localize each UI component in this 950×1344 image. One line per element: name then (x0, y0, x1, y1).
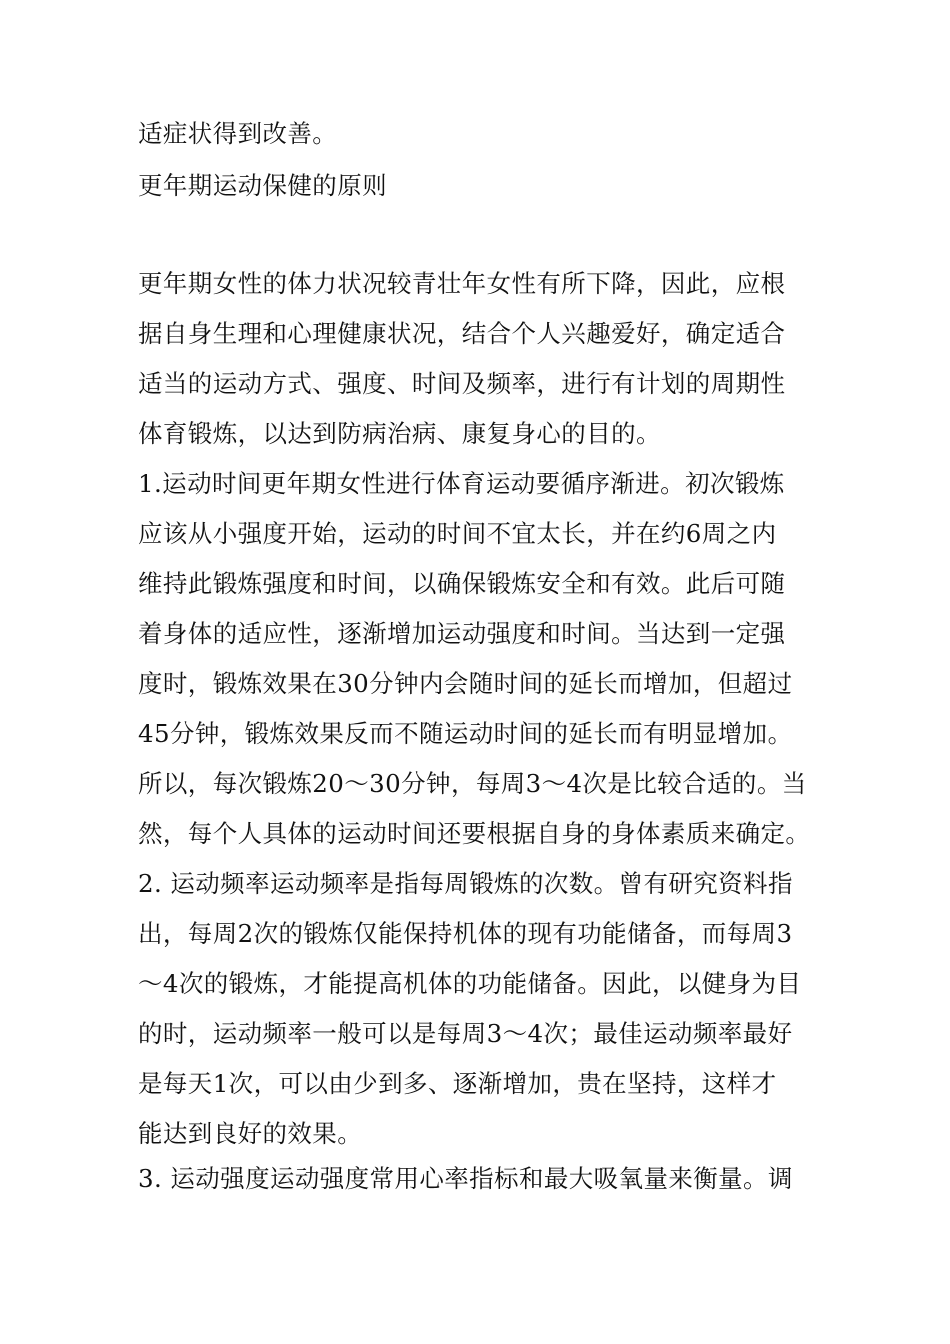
list-item-3-line: 3. 运动强度运动强度常用心率指标和最大吸氧量来衡量。调 (138, 1164, 793, 1193)
text-line: 更年期女性的体力状况较青壮年女性有所下降，因此，应根 (138, 269, 786, 298)
text-line: 度时，锻炼效果在30分钟内会随时间的延长而增加，但超过 (138, 669, 793, 698)
text-line: 维持此锻炼强度和时间，以确保锻炼安全和有效。此后可随 (138, 569, 786, 598)
text-line: 是每天1次，可以由少到多、逐渐增加，贵在坚持，这样才 (138, 1069, 777, 1098)
section-heading: 更年期运动保健的原则 (138, 171, 387, 200)
list-item-2-line: 2. 运动频率运动频率是指每周锻炼的次数。曾有研究资料指 (138, 869, 793, 898)
list-item-1-line: 1.运动时间更年期女性进行体育运动要循序渐进。初次锻炼 (138, 469, 785, 498)
text-line: 应该从小强度开始，运动的时间不宜太长，并在约6周之内 (138, 519, 777, 548)
text-line: 然，每个人具体的运动时间还要根据自身的身体素质来确定。 (138, 819, 811, 848)
text-line: 的时，运动频率一般可以是每周3〜4次；最佳运动频率最好 (138, 1019, 793, 1048)
text-line: 〜4次的锻炼，才能提高机体的功能储备。因此，以健身为目 (138, 969, 802, 998)
text-line: 能达到良好的效果。 (138, 1119, 363, 1148)
text-line: 着身体的适应性，逐渐增加运动强度和时间。当达到一定强 (138, 619, 786, 648)
text-line: 适症状得到改善。 (138, 119, 338, 148)
text-line: 45分钟，锻炼效果反而不随运动时间的延长而有明显增加。 (138, 719, 793, 748)
text-line: 据自身生理和心理健康状况，结合个人兴趣爱好，确定适合 (138, 319, 786, 348)
text-line: 出，每周2次的锻炼仅能保持机体的现有功能储备，而每周3 (138, 919, 793, 948)
text-line: 体育锻炼，以达到防病治病、康复身心的目的。 (138, 419, 661, 448)
text-line: 所以，每次锻炼20〜30分钟，每周3〜4次是比较合适的。当 (138, 769, 807, 798)
text-line: 适当的运动方式、强度、时间及频率，进行有计划的周期性 (138, 369, 786, 398)
